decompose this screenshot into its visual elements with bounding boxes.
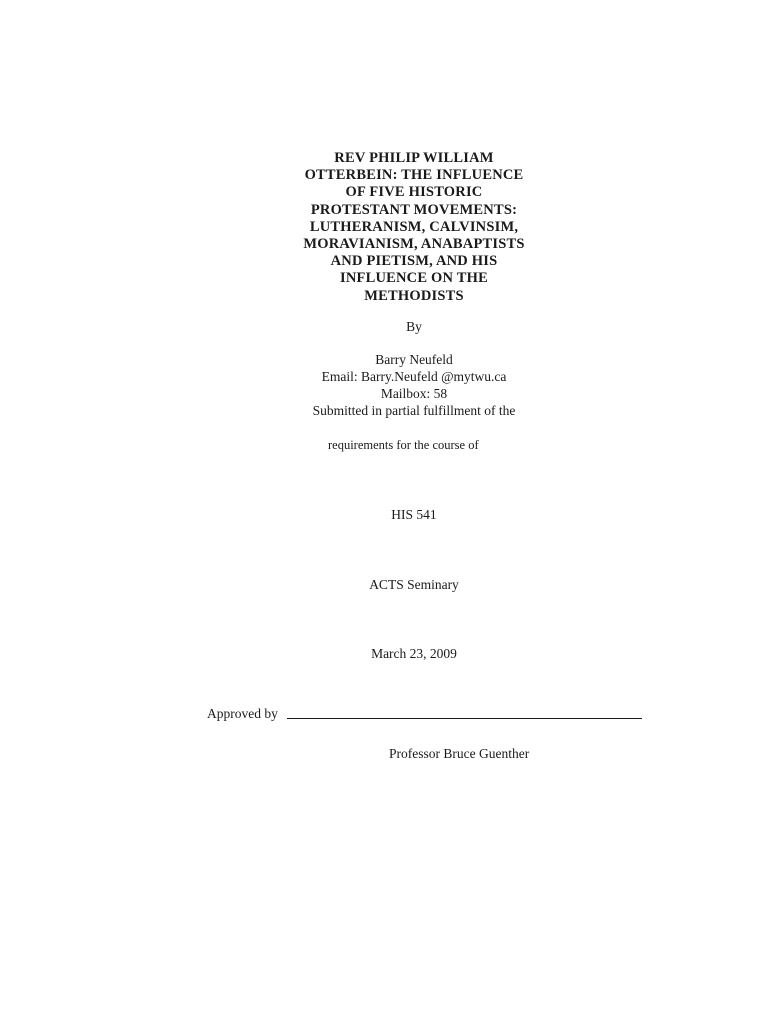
author-mailbox: Mailbox: 58 [380, 386, 448, 401]
author-block [274, 351, 554, 419]
title-line: MORAVIANISM, ANABAPTISTS [303, 236, 525, 253]
submission-statement: Submitted in partial fulfillment of the [312, 403, 516, 418]
author-email: Email: Barry.Neufeld @mytwu.ca [321, 369, 507, 384]
title-line: PROTESTANT MOVEMENTS: [310, 201, 518, 218]
title-line: OTTERBEIN: THE INFLUENCE [304, 167, 524, 184]
title-line: LUTHERANISM, CALVINSIM, [309, 218, 519, 235]
title-line: AND PIETISM, AND HIS [330, 253, 498, 270]
document-title [274, 150, 554, 305]
by-label: By [406, 319, 422, 334]
requirements-statement: requirements for the course of [328, 438, 479, 452]
school-name: ACTS Seminary [369, 577, 459, 592]
title-line: INFLUENCE ON THE [340, 270, 488, 287]
signature-line [287, 718, 642, 719]
approved-label: Approved by [207, 706, 278, 721]
submission-date: March 23, 2009 [371, 646, 457, 661]
title-line: OF FIVE HISTORIC [345, 184, 483, 201]
author-name: Barry Neufeld [375, 352, 453, 367]
title-line: METHODISTS [364, 287, 464, 304]
professor-name: Professor Bruce Guenther [389, 746, 530, 761]
course-code: HIS 541 [391, 507, 437, 522]
title-line: REV PHILIP WILLIAM [334, 150, 494, 166]
